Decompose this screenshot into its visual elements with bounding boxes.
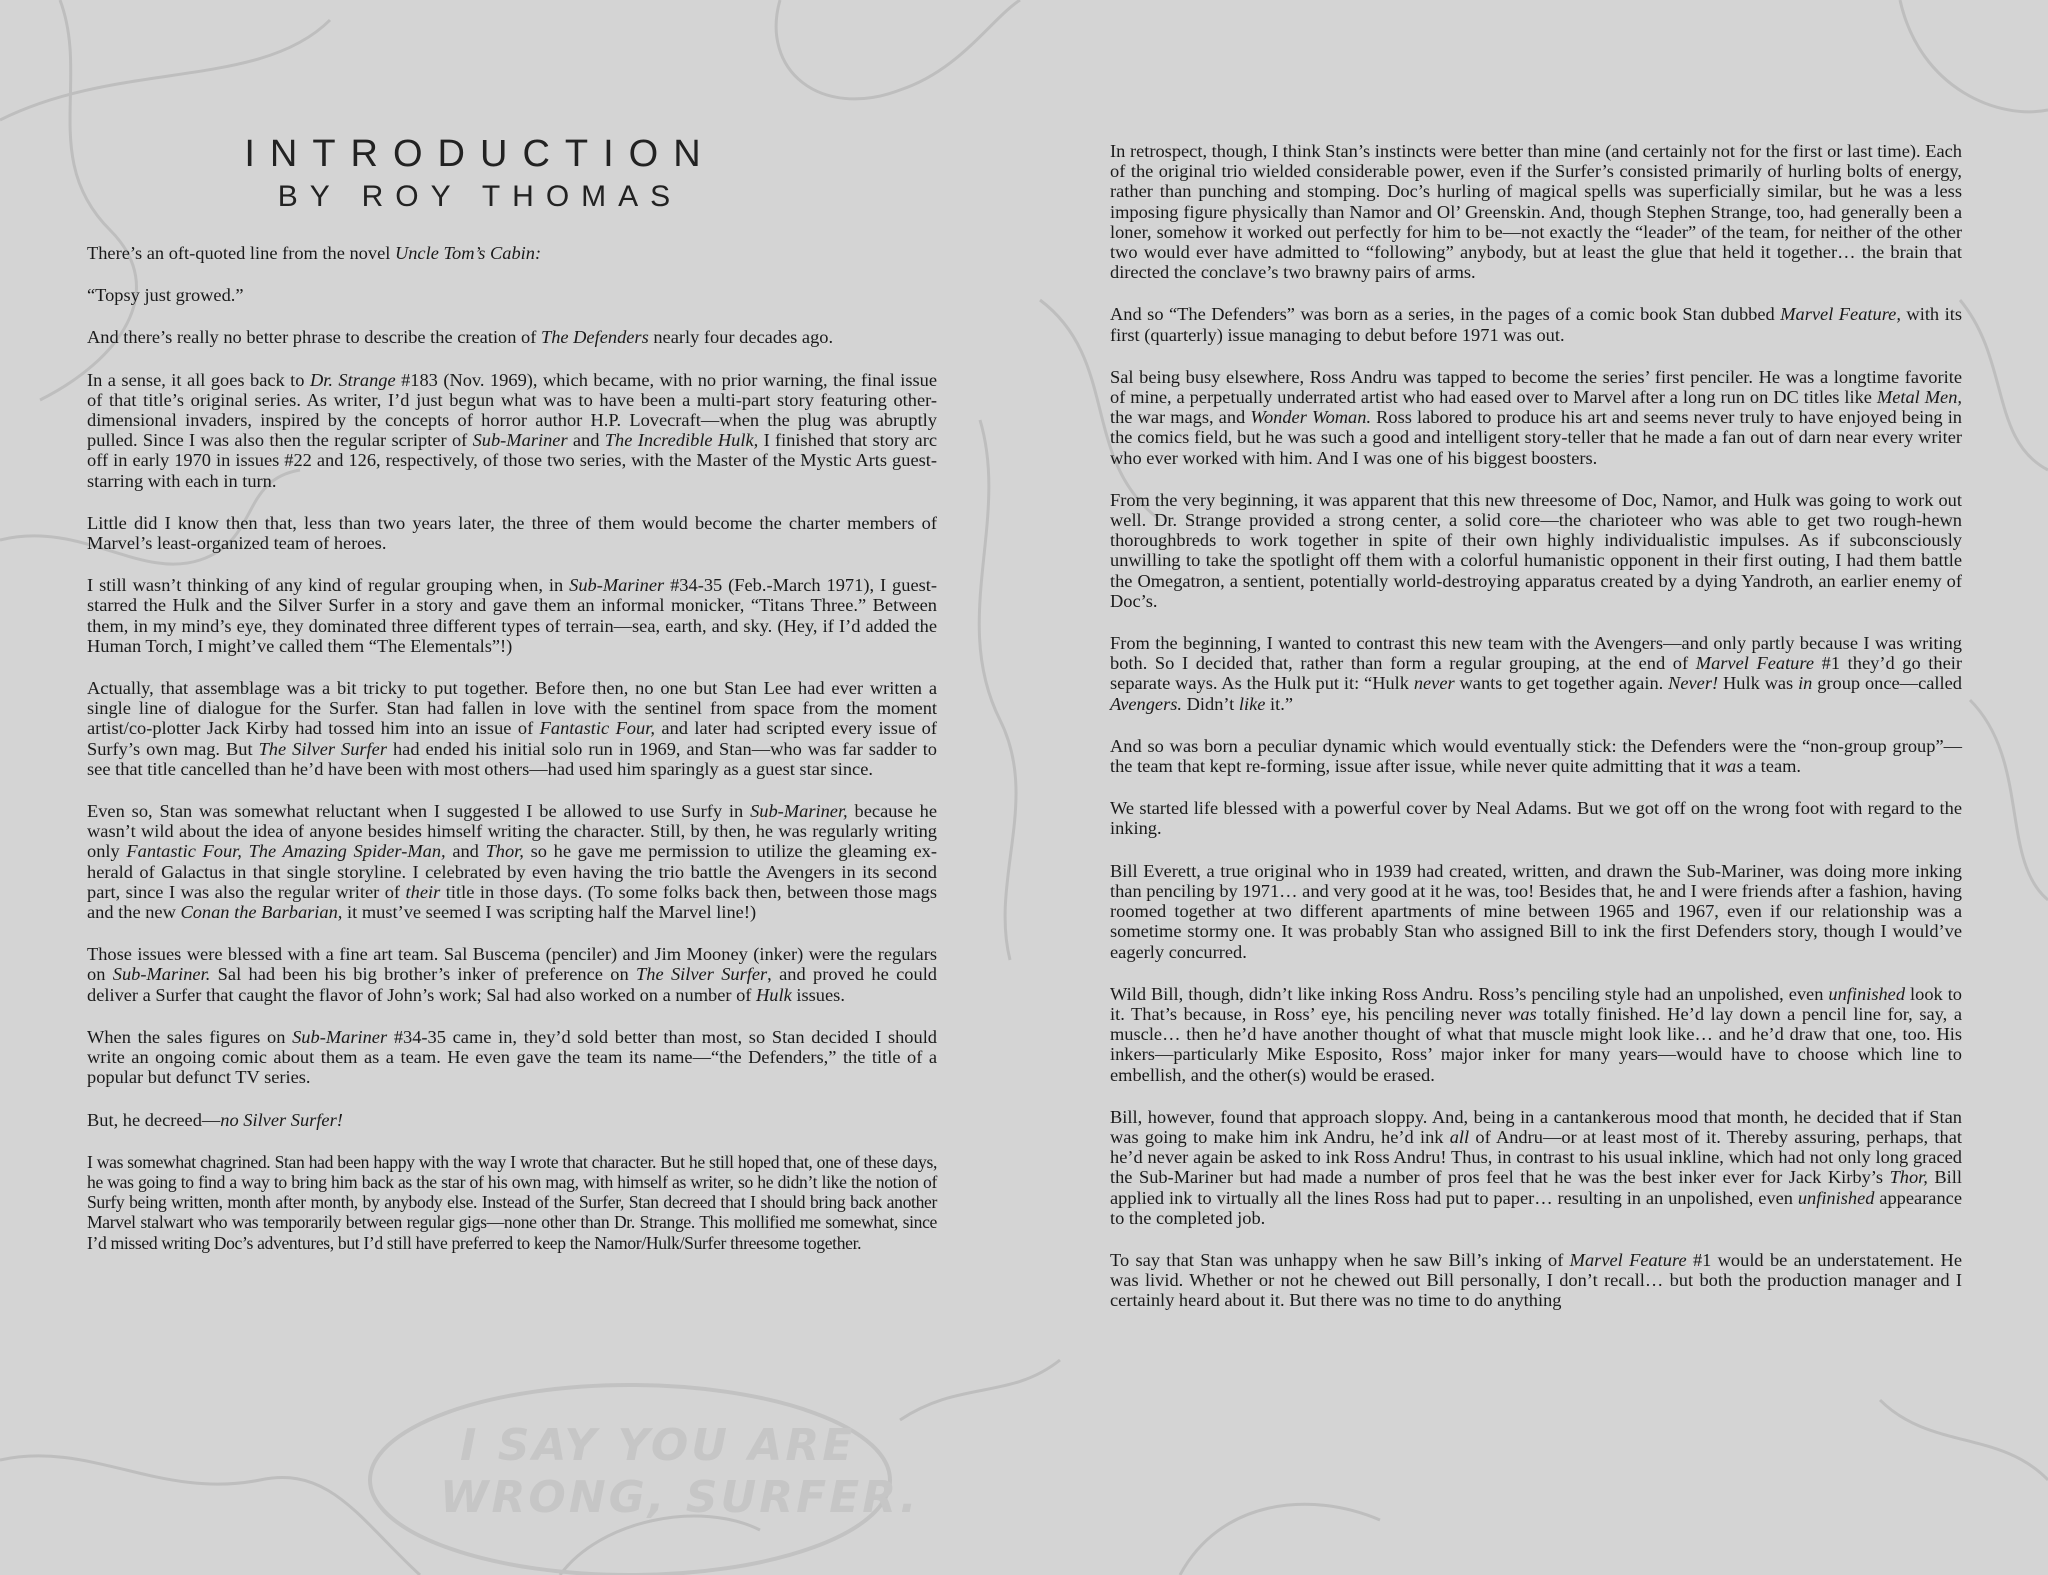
paragraph: And so was born a peculiar dynamic which would eventually stick: the Defenders were the “non-group group”—the team that kept re-forming, issue after issue, while never quite admitting that it was a team. (1110, 735, 1962, 777)
speech-balloon (370, 1385, 920, 1575)
paragraph: In retrospect, though, I think Stan’s instincts were better than mine (and certainly not for the first or last time). Each of the original trio wielded considerable power, even if the Surfer’s consisted primarily of hurling bolts of energy, rather than punching and stomping. Doc’s hurling of magical spells was superficially similar, but he was a less imposing figure physically than Namor and Ol’ Greenskin. And, though Stephen Strange, too, had generally been a loner, somehow it worked out perfectly for him to be—not exactly the “leader” of the team, for neither of the other two would ever have admitted to “following” anybody, but at least the glue that held it together… the brain that directed the conclave’s two brawny pairs of arms. (1110, 141, 1962, 283)
balloon-text-line1: I SAY YOU ARE (460, 1420, 856, 1471)
paragraph: When the sales figures on Sub-Mariner #34-35 came in, they’d sold better than most, so Stan decided I should write an ongoing comic about them as a team. He even gave the team its name—“the Defenders,” the title of a popular but defunct TV series. (87, 1026, 938, 1088)
paragraph: Wild Bill, though, didn’t like inking Ross Andru. Ross’s penciling style had an unpolished, even unfinished look to it. That’s because, in Ross’ eye, his penciling never was totally finished. He’d lay down a pencil line for, say, a muscle… then he’d have another thought of what that muscle might look like… and he’d draw that one, too. His inkers—particularly Mike Esposito, Ross’ major inker for many years—would have to choose which line to embellish, and the other(s) would be erased. (1110, 983, 1963, 1085)
title-byline: BY ROY THOMAS (277, 180, 683, 213)
paragraph: “Topsy just growed.” (87, 285, 244, 306)
paragraph: We started life blessed with a powerful cover by Neal Adams. But we got off on the wrong foot with regard to the inking. (1110, 798, 1962, 839)
paragraph: In a sense, it all goes back to Dr. Strange #183 (Nov. 1969), which became, with no prior warning, the final issue of that title’s original series. As writer, I’d just begun what was to have been a multi-part story featuring other-dimensional invaders, inspired by the concepts of horror author H.P. Lovecraft—when the plug was abruptly pulled. Since I was also then the regular scripter of Sub-Mariner and The Incredible Hulk, I finished that story arc off in early 1970 in issues #22 and 126, respectively, of those two series, with the Master of the Mystic Arts guest-starring with each in turn. (87, 369, 938, 491)
paragraph: And so “The Defenders” was born as a series, in the pages of a comic book Stan dubbed Marvel Feature, with its first (quarterly) issue managing to debut before 1971 was out. (1110, 304, 1962, 345)
paragraph: But, he decreed—no Silver Surfer! (87, 1109, 343, 1130)
paragraph: Bill, however, found that approach sloppy. And, being in a cantankerous mood that month, he decided that if Stan was going to make him ink Andru, he’d ink all of Andru—or at least most of it. Thereby assuring, perhaps, that he’d never again be asked to ink Ross Andru! Thus, in contrast to his usual inkline, which had not only long graced the Sub-Mariner but had made a number of pros feel that he was the best inker ever for Jack Kirby’s Thor, Bill applied ink to virtually all the lines Ross had put to paper… resulting in an unpolished, even unfinished appearance to the completed job. (1110, 1106, 1963, 1228)
left-column (87, 243, 937, 1275)
paragraph: I was somewhat chagrined. Stan had been happy with the way I wrote that character. But he still hoped that, one of these days, he was going to find a way to bring him back as the star of his own mag, with himself as writer, so he didn’t like the notion of Surfy being written, month after month, by anybody else. Instead of the Surfer, Stan decreed that I should bring back another Marvel stalwart who was temporarily between regular gigs—none other than Dr. Strange. This mollified me somewhat, since I’d missed writing Doc’s adventures, but I’d still have preferred to keep the Namor/Hulk/Surfer threesome together. (87, 1151, 937, 1253)
paragraph: Little did I know then that, less than two years later, the three of them would become the charter members of Marvel’s least-organized team of heroes. (87, 512, 937, 554)
right-column (1110, 141, 1962, 1333)
paragraph: Actually, that assemblage was a bit tricky to put together. Before then, no one but Stan Lee had ever written a single line of dialogue for the Surfer. Stan had fallen in love with the sentinel from space from the moment artist/co-plotter Jack Kirby had tossed him into an issue of Fantastic Four, and later had scripted every issue of Surfy’s own mag. But The Silver Surfer had ended his initial solo run in 1969, and Stan—who was far sadder to see that title cancelled than he’d have been with most others—had used him sparingly as a guest star since. (87, 678, 938, 779)
paragraph: And there’s really no better phrase to describe the creation of The Defenders nearly four decades ago. (87, 327, 834, 348)
paragraph: Bill Everett, a true original who in 1939 had created, written, and drawn the Sub-Mariner, was doing more inking than penciling by 1971… and very good at it he was, too! Besides that, he and I were friends after a fashion, having roomed together at two different apartments of mine between 1965 and 1967, even if our relationship was a sometime stormy one. It was probably Stan who assigned Bill to ink the first Defenders story, though I would’ve eagerly concurred. (1110, 860, 1962, 962)
balloon-text-line2: WRONG, SURFER. (440, 1472, 920, 1523)
title-introduction: INTRODUCTION (244, 133, 716, 175)
paragraph: From the very beginning, it was apparent that this new threesome of Doc, Namor, and Hulk was going to work out well. Dr. Strange provided a strong center, a solid core—the charioteer who was able to get two rough-hewn thoroughbreds to work together in spite of their own highly individualistic impulses. As if subconsciously unwilling to take the spotlight off them with a colorful humanistic opponent in their first outing, I had them battle the Omegatron, a sentient, potentially world-destroying apparatus created by a dying Yandroth, an earlier enemy of Doc’s. (1110, 489, 1962, 611)
paragraph: From the beginning, I wanted to contrast this new team with the Avengers—and only partly because I was writing both. So I decided that, rather than form a regular grouping, at the end of Marvel Feature #1 they’d go their separate ways. As the Hulk put it: “Hulk never wants to get together again. Never! Hulk was in group once—called Avengers. Didn’t like it.” (1110, 633, 1963, 714)
paragraph: To say that Stan was unhappy when he saw Bill’s inking of Marvel Feature #1 would be an understatement. He was livid. Whether or not he chewed out Bill personally, I don’t recall… but both the production manager and I certainly heard about it. But there was no time to do anything (1110, 1249, 1962, 1311)
page-title (180, 132, 780, 216)
paragraph: Those issues were blessed with a fine art team. Sal Buscema (penciler) and Jim Mooney (inker) were the regulars on Sub-Mariner. Sal had been his big brother’s inker of preference on The Silver Surfer, and proved he could deliver a Surfer that caught the flavor of John’s work; Sal had also worked on a number of Hulk issues. (87, 944, 937, 1005)
paragraph: I still wasn’t thinking of any kind of regular grouping when, in Sub-Mariner #34-35 (Feb.-March 1971), I guest-starred the Hulk and the Silver Surfer in a story and gave them an informal monicker, “Titans Three.” Between them, in my mind’s eye, they dominated three different types of terrain—sea, earth, and sky. (Hey, if I’d added the Human Torch, I might’ve called them “The Elementals”!) (87, 575, 937, 656)
paragraph: There’s an oft-quoted line from the novel Uncle Tom’s Cabin: (87, 243, 542, 263)
paragraph: Sal being busy elsewhere, Ross Andru was tapped to become the series’ first penciler. He was a longtime favorite of mine, a perpetually underrated artist who had eased over to Marvel after a long run on DC titles like Metal Men, the war mags, and Wonder Woman. Ross labored to produce his art and seems never truly to have enjoyed being in the comics field, but he was such a good and intelligent story-teller that he made a fan out of darn near every writer who ever worked with him. And I was one of his biggest boosters. (1110, 366, 1963, 468)
paragraph: Even so, Stan was somewhat reluctant when I suggested I be allowed to use Surfy in Sub-Mariner, because he wasn’t wild about the idea of anyone besides himself writing the character. Still, by then, he was regularly writing only Fantastic Four, The Amazing Spider-Man, and Thor, so he gave me permission to utilize the gleaming ex-herald of Galactus in that single storyline. I celebrated by even having the trio battle the Avengers in its second part, since I was also the regular writer of their title in those days. (To some folks back then, between those mags and the new Conan the Barbarian, it must’ve seemed I was scripting half the Marvel line!) (87, 801, 937, 923)
